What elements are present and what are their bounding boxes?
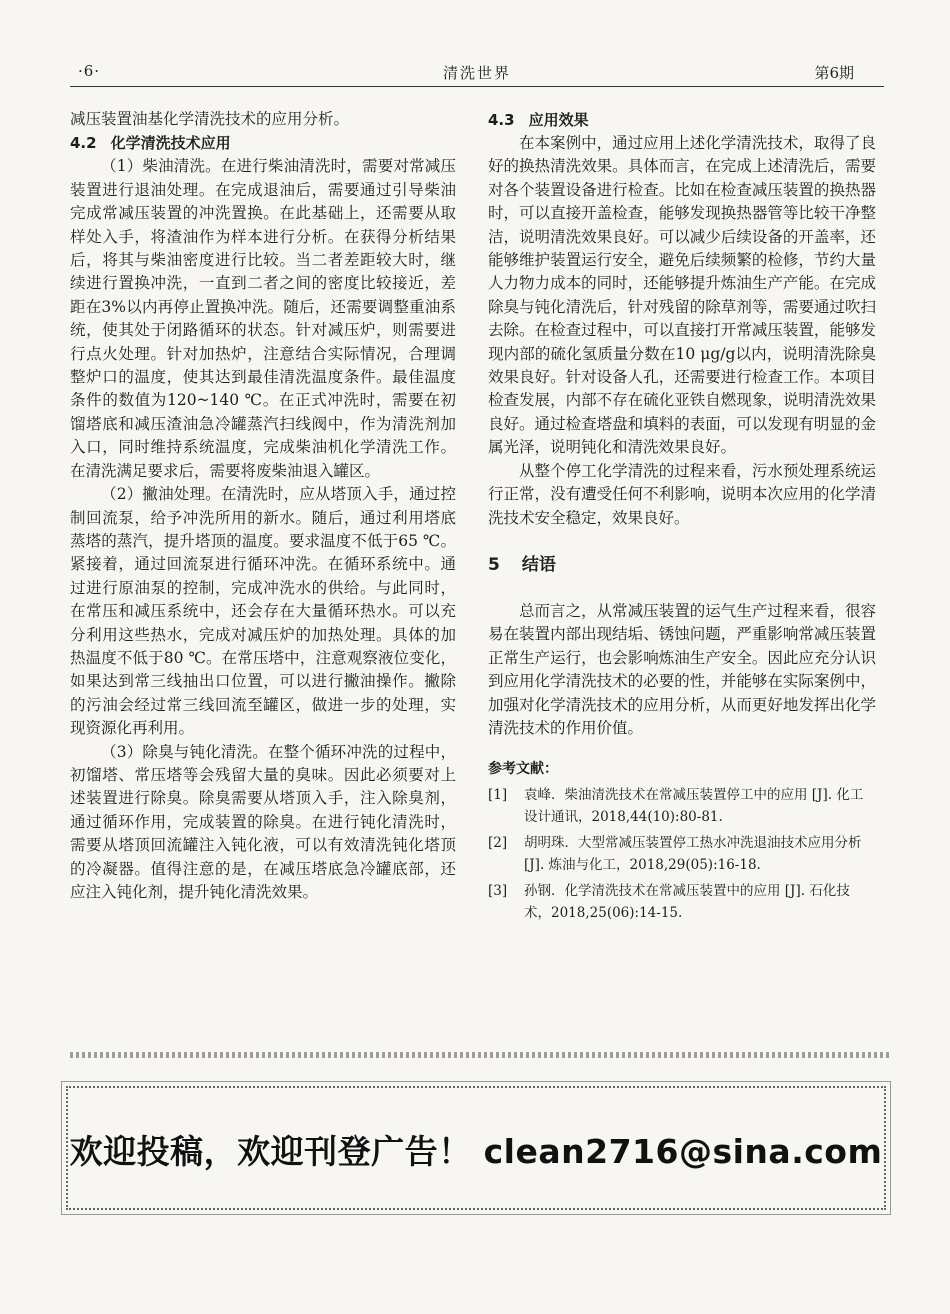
running-header bbox=[70, 56, 884, 87]
paragraph-deodorize-passivate: （3）除臭与钝化清洗。在整个循环冲洗的过程中，初馏塔、常压塔等会残留大量的臭味。因此必须要对上述装置进行除臭。除臭需要从塔顶入手，注入除臭剂，通过循环作用，完成装置的除臭。在进行钝化清洗时，需要从塔顶回流罐注入钝化液，可以有效清洗钝化塔顶的冷凝器。值得注意的是，在减压塔底急冷罐底部，还应注入钝化剂，提升钝化清洗效果。 bbox=[70, 742, 456, 901]
section-number: 4.3 bbox=[488, 111, 515, 129]
section-number: 4.2 bbox=[70, 134, 97, 153]
reference-item bbox=[488, 784, 876, 828]
journal-title: 清洗世界 bbox=[442, 64, 511, 82]
paragraph-diesel-cleaning: （1）柴油清洗。在进行柴油清洗时，需要对常减压装置进行退油处理。在完成退油后，需要通过引导柴油完成常减压装置的冲洗置换。在此基础上，还需要从取样处入手，将渣油作为样本进行分析。在获得分析结果后，将其与柴油密度进行比较。当二者差距较大时，继续进行置换冲洗，一直到二者之间的密度比较接近，差距在3%以内再停止置换冲洗。随后，还需要调整重油系统，使其处于闭路循环的状态。针对减压炉，则需要进行点火处理。针对加热炉，注意结合实际情况，合理调整炉口的温度，使其达到最佳清洗温度条件。最佳温度条件的数值为120~140 ℃。在正式冲洗时，需要在初馏塔底和减压渣油急冷罐蒸汽扫线阀中，作为清洗剂加入口，同时维持系统温度，完成柴油机化学清洗工作。在清洗满足要求后，需要将废柴油退入罐区。 bbox=[70, 157, 456, 480]
reference-text: 袁峰．柴油清洗技术在常减压装置停工中的应用 [J]. 化工设计通讯，2018,44(10):80-81. bbox=[524, 787, 864, 826]
section-title: 应用效果 bbox=[528, 111, 589, 129]
section-heading-5 bbox=[488, 552, 876, 578]
left-column bbox=[70, 108, 456, 904]
reference-number: [2] bbox=[488, 835, 508, 852]
decorative-divider bbox=[70, 1052, 890, 1058]
reference-number: [1] bbox=[488, 787, 508, 804]
section-heading-4-3 bbox=[488, 108, 876, 132]
banner-text: 欢迎投稿，欢迎刊登广告！ clean2716@sina.com bbox=[69, 1132, 883, 1171]
reference-item bbox=[488, 880, 876, 924]
reference-number: [3] bbox=[488, 883, 508, 900]
page-number: ·6· bbox=[78, 62, 101, 80]
paragraph-summary: 从整个停工化学清洗的过程来看，污水预处理系统运行正常，没有遭受任何不利影响，说明本次应用的化学清洗技术安全稳定，效果良好。 bbox=[488, 461, 876, 527]
paragraph-conclusion: 总而言之，从常减压装置的运气生产过程来看，很容易在装置内部出现结垢、锈蚀问题，严重影响常减压装置正常生产运行，也会影响炼油生产安全。因此应充分认识到应用化学清洗技术的必要的性，并能够在实际案例中，加强对化学清洗技术的应用分析，从而更好地发挥出化学清洗技术的作用价值。 bbox=[488, 601, 876, 737]
references-title: 参考文献： bbox=[488, 761, 558, 778]
issue-number: 第6期 bbox=[814, 64, 854, 82]
section-title: 化学清洗技术应用 bbox=[110, 134, 231, 153]
paragraph-oil-skimming: （2）撇油处理。在清洗时，应从塔顶入手，通过控制回流泵，给予冲洗所用的新水。随后，通过利用塔底蒸塔的蒸汽，提升塔顶的温度。要求温度不低于65 ℃。紧接着，通过回流泵进行循环冲洗。在循环系统中。通过进行原油泵的控制，完成冲洗水的供给。与此同时，在常压和减压系统中，还会存在大量循环热水。可以充分利用这些热水，完成对减压炉的加热处理。具体的加热温度不低于80 ℃。在常压塔中，注意观察液位变化，如果达到常三线抽出口位置，可以进行撇油操作。撇除的污油会经过常三线回流至罐区，做进一步的处理，实现资源化再利用。 bbox=[70, 485, 456, 738]
section-title: 结语 bbox=[521, 554, 556, 575]
right-column bbox=[488, 108, 876, 928]
ad-banner bbox=[66, 1086, 886, 1210]
section-heading-4-2 bbox=[70, 131, 456, 155]
paragraph-results: 在本案例中，通过应用上述化学清洗技术，取得了良好的换热清洗效果。具体而言，在完成上述清洗后，需要对各个装置设备进行检查。比如在检查减压装置的换热器时，可以直接开盖检查，能够发现换热器管等比较干净整洁，说明清洗效果良好。可以减少后续设备的开盖率，还能够维护装置运行安全，避免后续频繁的检修，节约大量人力物力成本的同时，还能够提升炼油生产产能。在完成除臭与钝化清洗后，针对残留的除草剂等，需要通过吹扫去除。在检查过程中，可以直接打开常减压装置，能够发现内部的硫化氢质量分数在10 μg/g以内，说明清洗除臭效果良好。针对设备人孔，还需要进行检查工作。本项目检查发展，内部不存在硫化亚铁自燃现象，说明清洗效果良好。通过检查塔盘和填料的表面，可以发现有明显的金属光泽，说明钝化和清洗效果良好。 bbox=[488, 134, 876, 457]
reference-item bbox=[488, 832, 876, 876]
reference-text: 胡明珠．大型常减压装置停工热水冲洗退油技术应用分析 [J]. 炼油与化工，2018,29(05):16-18. bbox=[524, 835, 862, 874]
intro-line: 减压装置油基化学清洗技术的应用分析。 bbox=[70, 110, 350, 128]
reference-text: 孙钢．化学清洗技术在常减压装置中的应用 [J]. 石化技术，2018,25(06):14-15. bbox=[524, 883, 850, 922]
section-number: 5 bbox=[488, 554, 500, 575]
